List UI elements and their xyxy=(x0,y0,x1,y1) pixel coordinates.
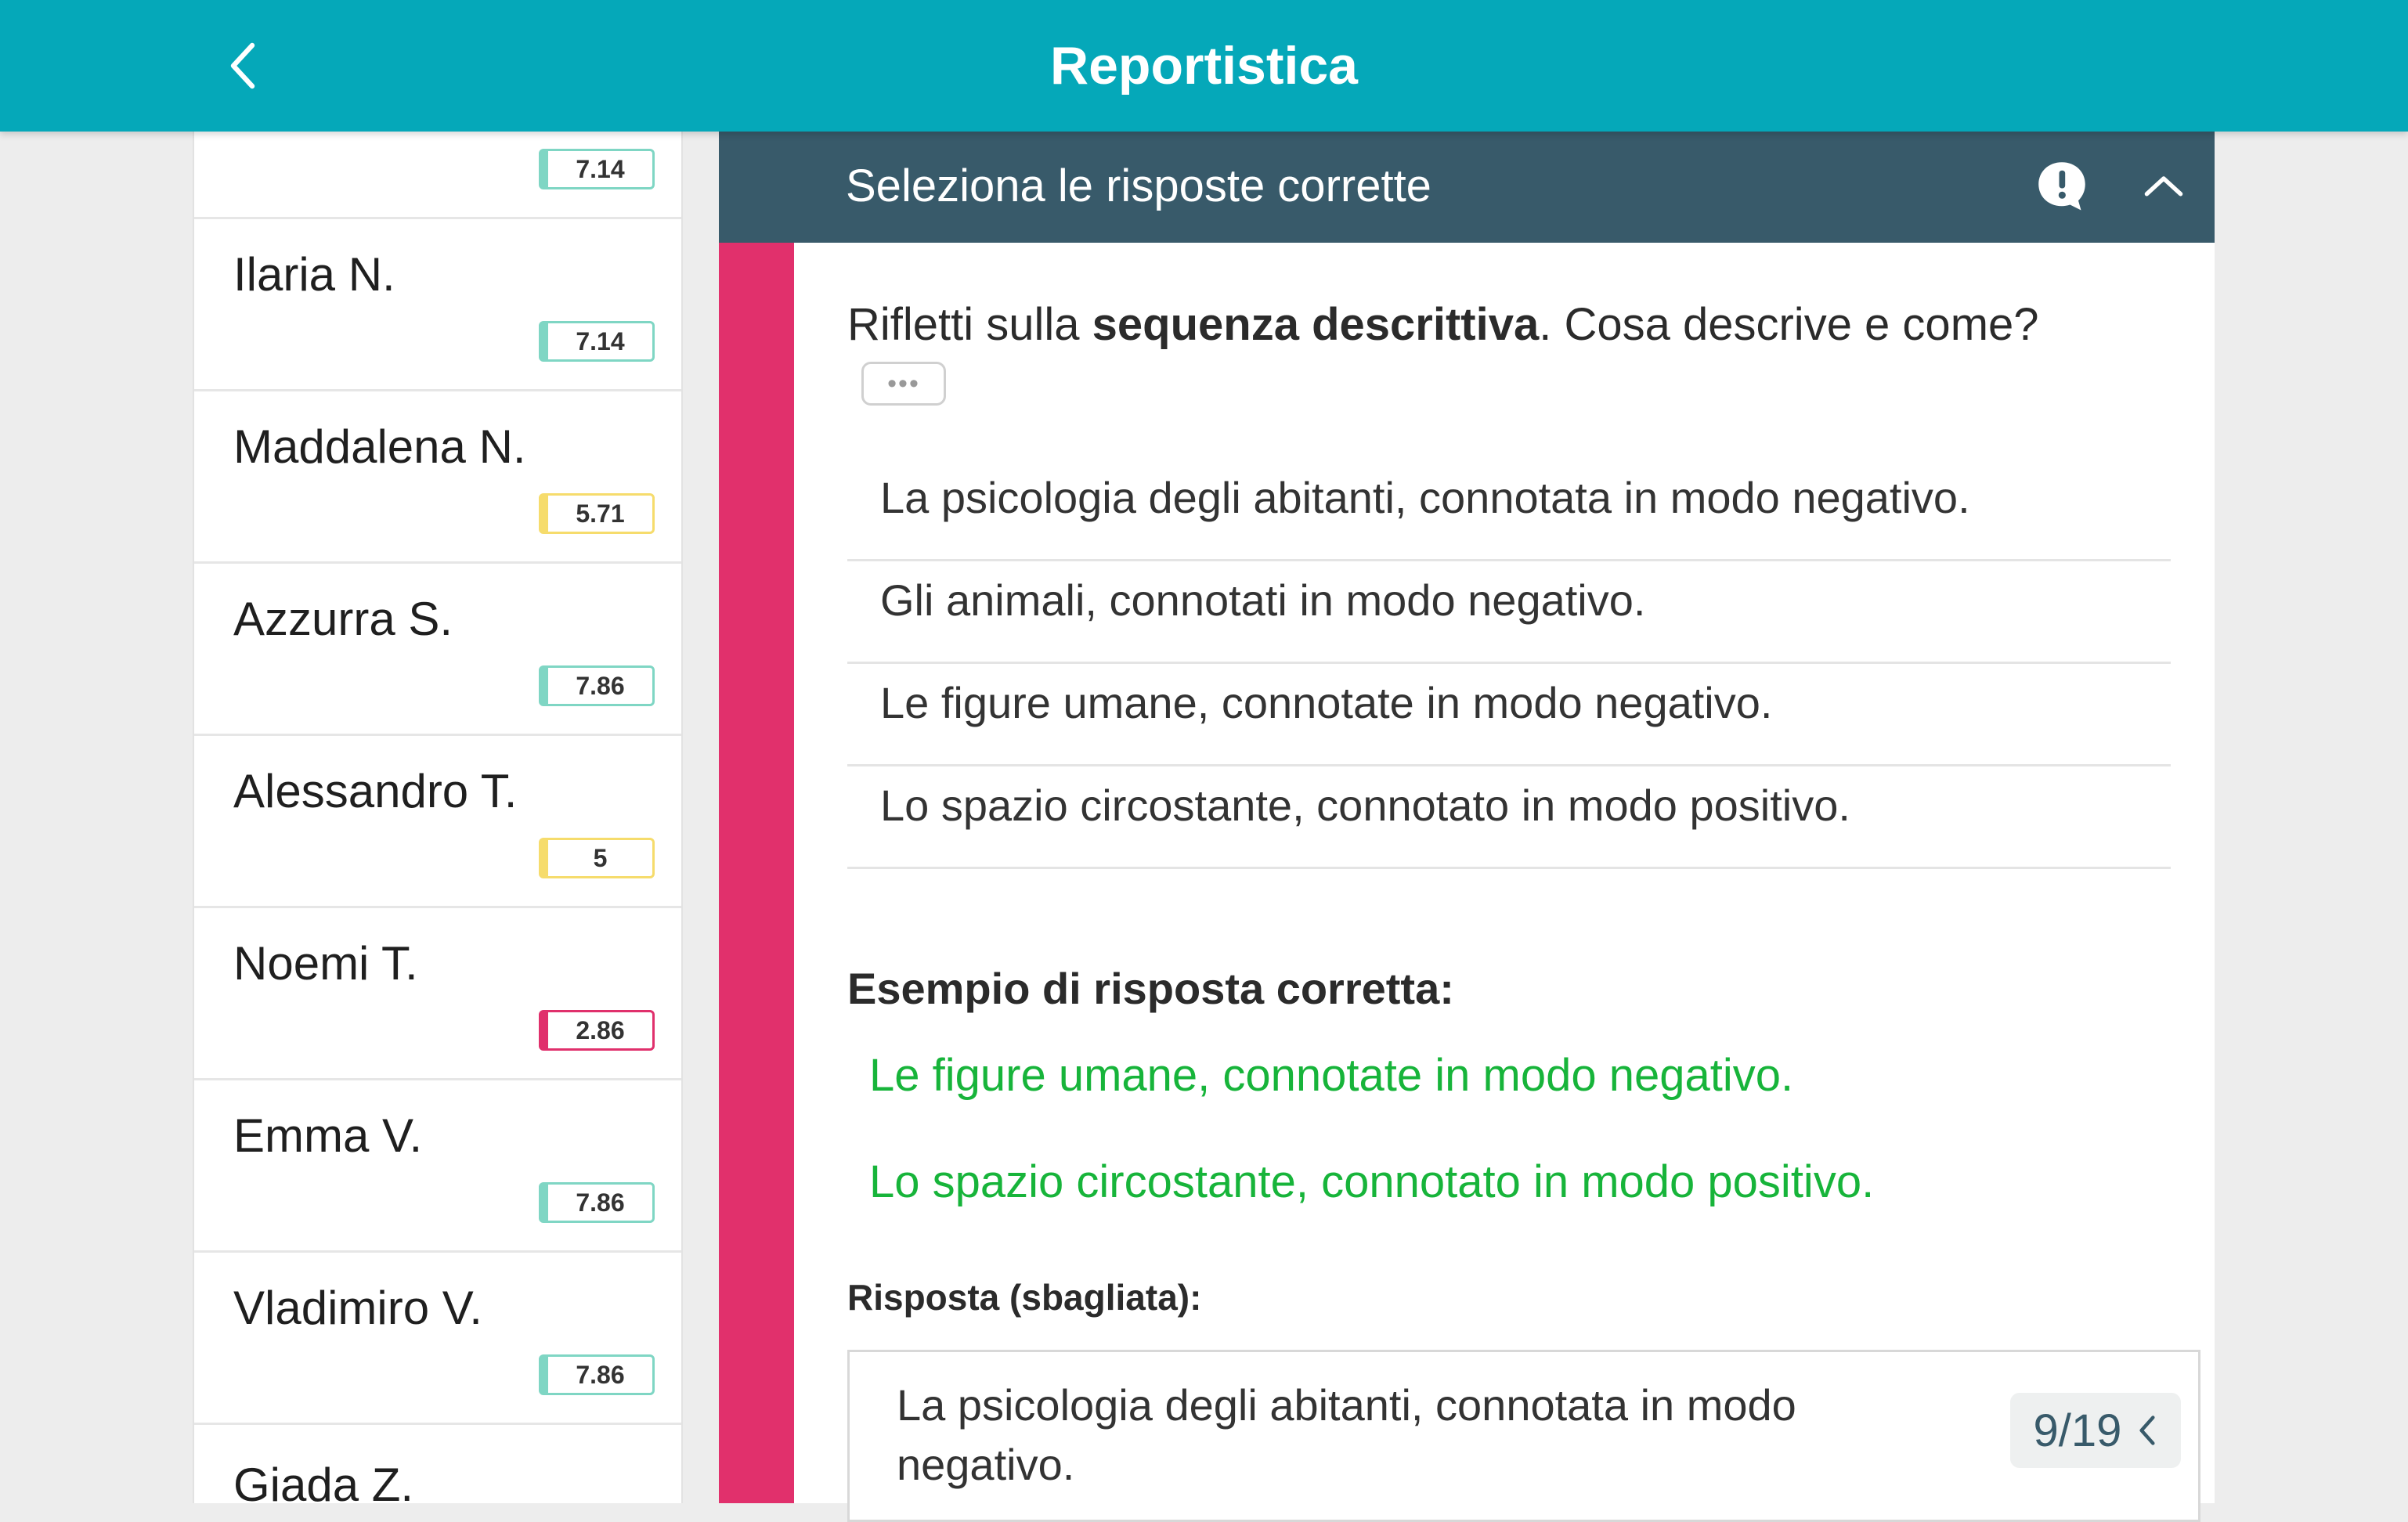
score-badge: 5.71 xyxy=(539,493,655,534)
student-name: Vladimiro V. xyxy=(233,1282,482,1334)
score-badge: 5 xyxy=(539,838,655,878)
question-text xyxy=(847,290,2179,360)
correct-answer: Lo spazio circostante, connotato in modo positivo. xyxy=(869,1156,1875,1207)
score-badge: 7.86 xyxy=(539,1182,655,1223)
student-answer-text: La psicologia degli abitanti, connotata in modo negativo. xyxy=(897,1380,1796,1489)
student-card[interactable] xyxy=(194,1425,681,1503)
page-title: Reportistica xyxy=(1050,36,1358,96)
question-prefix: Rifletti sulla xyxy=(847,299,1092,350)
correct-answer: Le figure umane, connotate in modo negativo. xyxy=(869,1050,1794,1101)
student-name: Emma V. xyxy=(233,1109,423,1162)
student-card[interactable] xyxy=(194,908,681,1080)
student-card[interactable] xyxy=(194,391,681,564)
score-badge: 7.14 xyxy=(539,149,655,189)
exclamation-bubble-icon xyxy=(2034,158,2089,213)
student-list[interactable] xyxy=(193,132,683,1503)
student-name: Ilaria N. xyxy=(233,248,395,301)
answer-label: Risposta (sbagliata): xyxy=(847,1277,1202,1318)
student-card[interactable] xyxy=(194,564,681,736)
student-answer-box xyxy=(847,1350,2200,1522)
score-badge: 2.86 xyxy=(539,1010,655,1051)
question-suffix: . Cosa descrive e come? xyxy=(1539,299,2039,350)
chevron-left-icon xyxy=(2137,1413,2157,1448)
chevron-up-icon xyxy=(2143,172,2185,199)
student-card[interactable] xyxy=(194,1253,681,1425)
score-badge: 7.14 xyxy=(539,321,655,362)
answer-option[interactable]: Gli animali, connotati in modo negativo. xyxy=(847,561,2171,664)
answer-option[interactable]: Le figure umane, connotate in modo negativo. xyxy=(847,664,2171,766)
score-badge: 7.86 xyxy=(539,665,655,706)
pager-button[interactable] xyxy=(2010,1393,2181,1468)
question-type-title: Seleziona le risposte corrette xyxy=(846,160,1431,211)
student-card[interactable] xyxy=(194,132,681,219)
pager-label: 9/19 xyxy=(2033,1405,2122,1456)
student-name: Giada Z. xyxy=(233,1459,414,1503)
more-button[interactable]: ••• xyxy=(861,362,946,406)
accent-bar xyxy=(719,243,794,1503)
collapse-button[interactable] xyxy=(2128,150,2199,221)
alert-button[interactable] xyxy=(2027,150,2097,221)
student-name: Noemi T. xyxy=(233,937,418,990)
example-heading: Esempio di risposta corretta: xyxy=(847,964,1454,1013)
answer-option[interactable]: Lo spazio circostante, connotato in modo positivo. xyxy=(847,766,2171,869)
question-header xyxy=(719,132,2215,243)
app-header xyxy=(0,0,2408,132)
score-badge: 7.86 xyxy=(539,1354,655,1395)
answer-option[interactable]: La psicologia degli abitanti, connotata in modo negativo. xyxy=(847,459,2171,561)
answer-options xyxy=(847,459,2171,869)
student-name: Alessandro T. xyxy=(233,765,518,817)
question-panel xyxy=(794,243,2215,1503)
student-name: Azzurra S. xyxy=(233,593,453,645)
question-bold: sequenza descrittiva xyxy=(1092,299,1540,350)
student-name: Maddalena N. xyxy=(233,420,526,473)
student-card[interactable] xyxy=(194,736,681,908)
student-card[interactable] xyxy=(194,219,681,391)
student-card[interactable] xyxy=(194,1080,681,1253)
